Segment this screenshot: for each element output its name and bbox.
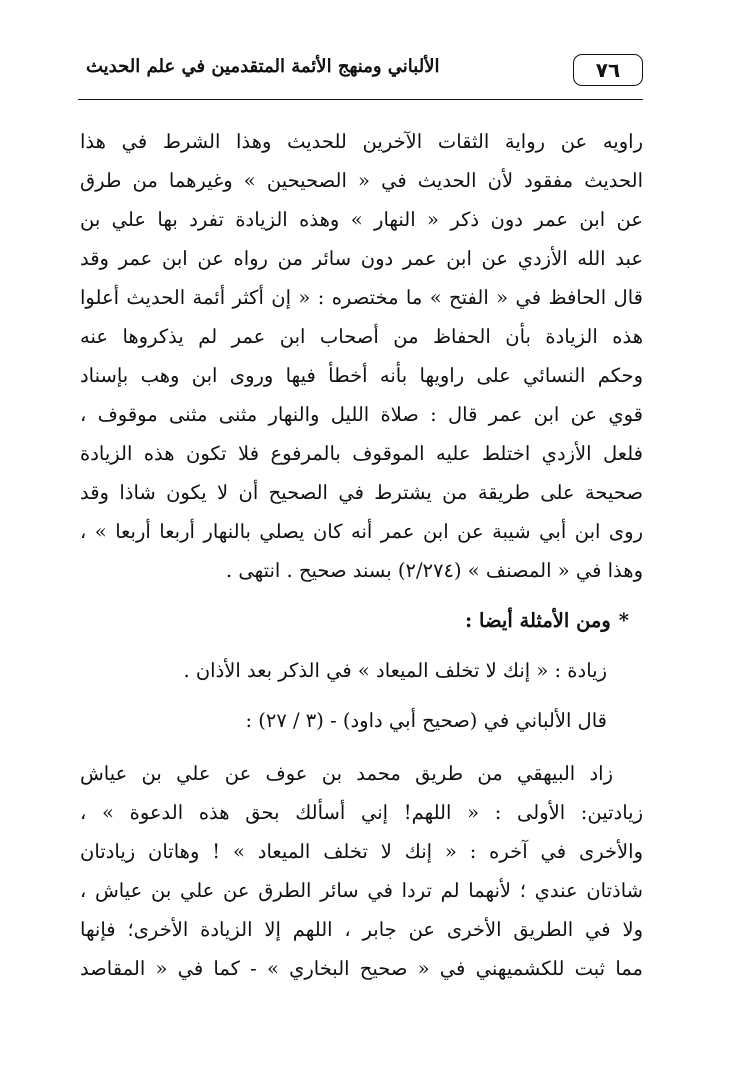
- page-header: [78, 50, 643, 106]
- text-line: وحكم النسائي على راويها بأنه أخطأ فيها وروى ابن وهب بإسناد: [80, 364, 643, 387]
- text-line: مما ثبت للكشميهني في « صحيح البخاري » - كما في « المقاصد: [80, 957, 643, 980]
- header-rule: [78, 99, 643, 100]
- text-line: فلعل الأزدي اختلط عليه الموقوف بالمرفوع فلا تكون هذه الزيادة: [80, 442, 643, 465]
- page-body: [80, 122, 643, 988]
- text-line: زاد البيهقي من طريق محمد بن عوف عن علي بن عياش: [80, 762, 613, 785]
- text-line: وهذا في « المصنف » (٢/٢٧٤) بسند صحيح . انتهى .: [225, 559, 643, 582]
- albani-citation-line: قال الألباني في (صحيح أبي داود) - (٣ / ٢٧) :: [245, 709, 607, 732]
- text-line: روى ابن أبي شيبة عن ابن عمر أنه كان يصلي بالنهار أربعا أربعا » ،: [80, 520, 643, 543]
- text-line: عن ابن عمر دون ذكر « النهار » وهذه الزيادة تفرد بها علي بن: [80, 208, 643, 231]
- paragraph-fath-quote: [80, 122, 643, 590]
- star-marker: *: [618, 609, 629, 632]
- running-title: الألباني ومنهج الأئمة المتقدمين في علم الحديث: [86, 56, 440, 77]
- page-number: ٧٦: [573, 54, 643, 86]
- text-line: صحيحة على طريقة من يشترط في الصحيح أن لا يكون شاذا وقد: [80, 481, 643, 504]
- text-line: الحديث مفقود لأن الحديث في « الصحيحين » وغيرهما من طرق: [80, 169, 643, 192]
- section-heading: [80, 601, 643, 640]
- section-heading-text: ومن الأمثلة أيضا :: [465, 609, 611, 632]
- text-line: والأخرى في آخره : « إنك لا تخلف الميعاد » ! وهاتان زيادتان: [80, 840, 643, 863]
- text-line: هذه الزيادة بأن الحفاظ من أصحاب ابن عمر لم يذكروها عنه: [80, 325, 643, 348]
- text-line: قال الحافظ في « الفتح » ما مختصره : « إن أكثر أئمة الحديث أعلوا: [80, 286, 643, 309]
- ziyada-line: زيادة : « إنك لا تخلف الميعاد » في الذكر بعد الأذان .: [183, 659, 607, 682]
- text-line: شاذتان عندي ؛ لأنهما لم تردا في سائر الطرق عن علي بن عياش ،: [80, 879, 643, 902]
- text-line: زيادتين: الأولى : « اللهم! إني أسألك بحق هذه الدعوة » ،: [80, 801, 643, 824]
- text-line: ولا في الطريق الأخرى عن جابر ، اللهم إلا الزيادة الأخرى؛ فإنها: [80, 918, 643, 941]
- text-line: عبد الله الأزدي عن ابن عمر دون سائر من رواه عن ابن عمر وقد: [80, 247, 643, 270]
- paragraph-bayhaqi: [80, 754, 643, 988]
- text-line: قوي عن ابن عمر قال : صلاة الليل والنهار مثنى مثنى موقوف ،: [80, 403, 643, 426]
- text-line: راويه عن رواية الثقات الآخرين للحديث وهذا الشرط في هذا: [80, 130, 643, 153]
